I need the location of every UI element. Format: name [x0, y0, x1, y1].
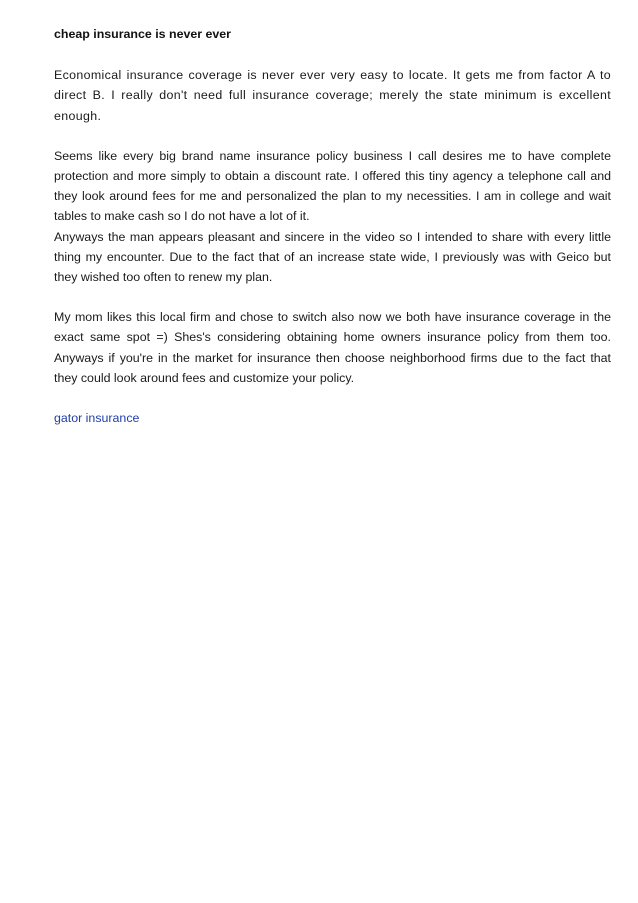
document-page [54, 24, 611, 428]
paragraph-spacer [54, 126, 611, 146]
paragraph-spacer [54, 287, 611, 307]
paragraph-1: Economical insurance coverage is never ever very easy to locate. It gets me from factor A to direct B. I really don't need full insurance coverage; merely the state minimum is excellent enough. [54, 68, 611, 123]
paragraph-spacer [54, 388, 611, 408]
paragraph-3: Anyways the man appears pleasant and sincere in the video so I intended to share with every little thing my encounter. Due to the fact that of an increase state wide, I previously was with Geico but they wished too often to renew my plan. [54, 229, 611, 285]
document-title: cheap insurance is never ever [54, 27, 232, 41]
gator-insurance-link[interactable]: gator insurance [54, 411, 140, 426]
paragraph-4: My mom likes this local firm and chose to switch also now we both have insurance coverage in the exact same spot =) Shes's considering obtaining home owners insurance policy from them too. Anyways if you're in the market for insurance then choose neighborhood firms due to the fact that they could look around fees and customize your policy. [54, 310, 611, 385]
paragraph-2: Seems like every big brand name insurance policy business I call desires me to have complete protection and more simply to obtain a discount rate. I offered this tiny agency a telephone call and they look around fees for me and personalized the plan to my necessities. I am in college and wait tables to make cash so I do not have a lot of it. [54, 148, 611, 224]
